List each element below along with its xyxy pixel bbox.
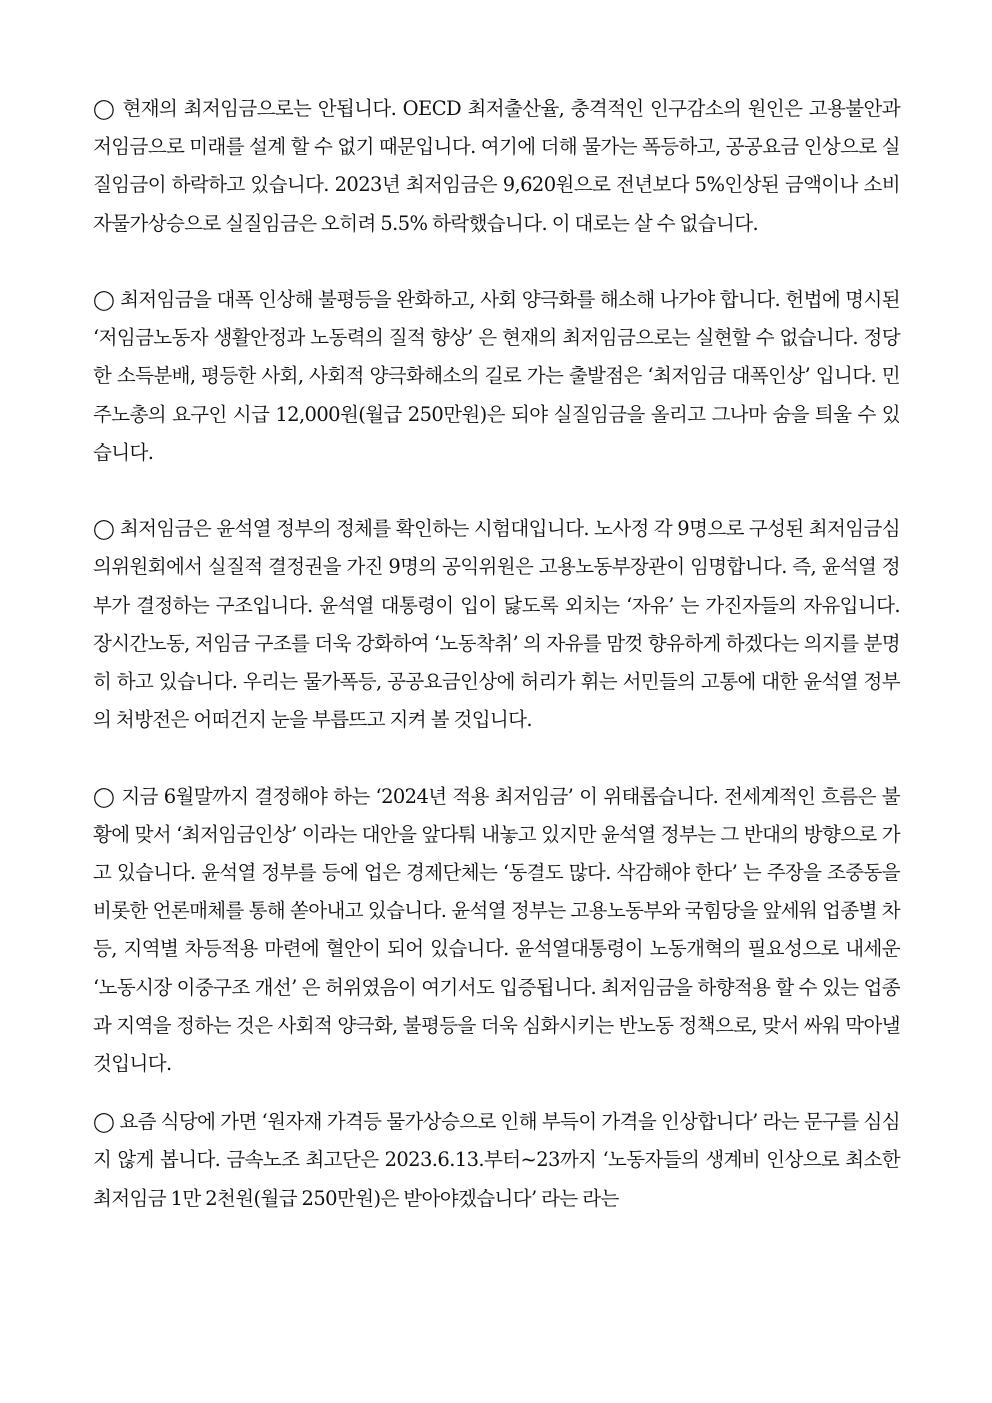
paragraph-restaurant-prices: ◯ 요즘 식당에 가면 ‘원자재 가격등 물가상승으로 인해 부득이 가격을 인상합니다’ 라는 문구를 심심지 않게 봅니다. 금속노조 최고단은 2023.6.13.부터~23까지 ‘노동자들의 생계비 인상으로 최소한 최저임금 1만 2천원(월급 250만원)은 받아야겠습니다’ 라는 라는 [93, 1110, 900, 1210]
paragraph-spacer [93, 1083, 900, 1103]
paragraph-spacer [93, 739, 900, 777]
paragraph-spacer [93, 243, 900, 281]
paragraph-2024-minimum-wage: ◯ 지금 6월말까지 결정해야 하는 ‘2024년 적용 최저임금’ 이 위태롭습니다. 전세계적인 흐름은 불황에 맞서 ‘최저임금인상’ 이라는 대안을 앞다퉈 내놓고 있지만 윤석열 정부는 그 반대의 방향으로 가고 있습니다. 윤석열 정부를 등에 업은 경제단체는 ‘동결도 많다. 삭감해야 한다’ 는 주장을 조중동을 비롯한 언론매체를 통해 쏟아내고 있습니다. 윤석열 정부는 고용노동부와 국힘당을 앞세워 업종별 차등, 지역별 차등적용 마련에 혈안이 되어 있습니다. 윤석열대통령이 노동개혁의 필요성으로 내세운 ‘노동시장 이중구조 개선’ 은 허위였음이 여기서도 입증됩니다. 최저임금을 하향적용 할 수 있는 업종과 지역을 정하는 것은 사회적 양극화, 불평등을 더욱 심화시키는 반노동 정책으로, 맞서 싸워 막아낼 것입니다. [93, 784, 900, 1076]
paragraph-government-test: ◯ 최저임금은 윤석열 정부의 정체를 확인하는 시험대입니다. 노사정 각 9명으로 구성된 최저임금심의위원회에서 실질적 결정권을 가진 9명의 공익위원은 고용노동부장관이 임명합니다. 즉, 윤석열 정부가 결정하는 구조입니다. 윤석열 대통령이 입이 닳도록 외치는 ‘자유’ 는 가진자들의 자유입니다. 장시간노동, 저임금 구조를 더욱 강화하여 ‘노동착취’ 의 자유를 맘껏 향유하게 하겠다는 의지를 분명히 하고 있습니다. 우리는 물가폭등, 공공요금인상에 허리가 휘는 서민들의 고통에 대한 윤석열 정부의 처방전은 어떠건지 눈을 부릅뜨고 지켜 볼 것입니다. [93, 517, 900, 732]
paragraph-spacer [93, 472, 900, 510]
paragraph-current-minimum-wage: ◯ 현재의 최저임금으로는 안됩니다. OECD 최저출산율, 충격적인 인구감소의 원인은 고용불안과 저임금으로 미래를 설계 할 수 없기 때문입니다. 여기에 더해 물가는 폭등하고, 공공요금 인상으로 실질임금이 하락하고 있습니다. 2023년 최저임금은 9,620원으로 전년보다 5%인상된 금액이나 소비자물가상승으로 실질임금은 오히려 5.5% 하락했습니다. 이 대로는 살 수 없습니다. [93, 97, 900, 235]
paragraph-raise-minimum-wage: ◯ 최저임금을 대폭 인상해 불평등을 완화하고, 사회 양극화를 해소해 나가야 합니다. 헌법에 명시된 ‘저임금노동자 생활안정과 노동력의 질적 향상’ 은 현재의 최저임금으로는 실현할 수 없습니다. 정당한 소득분배, 평등한 사회, 사회적 양극화해소의 길로 가는 출발점은 ‘최저임금 대폭인상’ 입니다. 민주노총의 요구인 시급 12,000원(월급 250만원)은 되야 실질임금을 올리고 그나마 숨을 틔울 수 있습니다. [93, 288, 900, 464]
